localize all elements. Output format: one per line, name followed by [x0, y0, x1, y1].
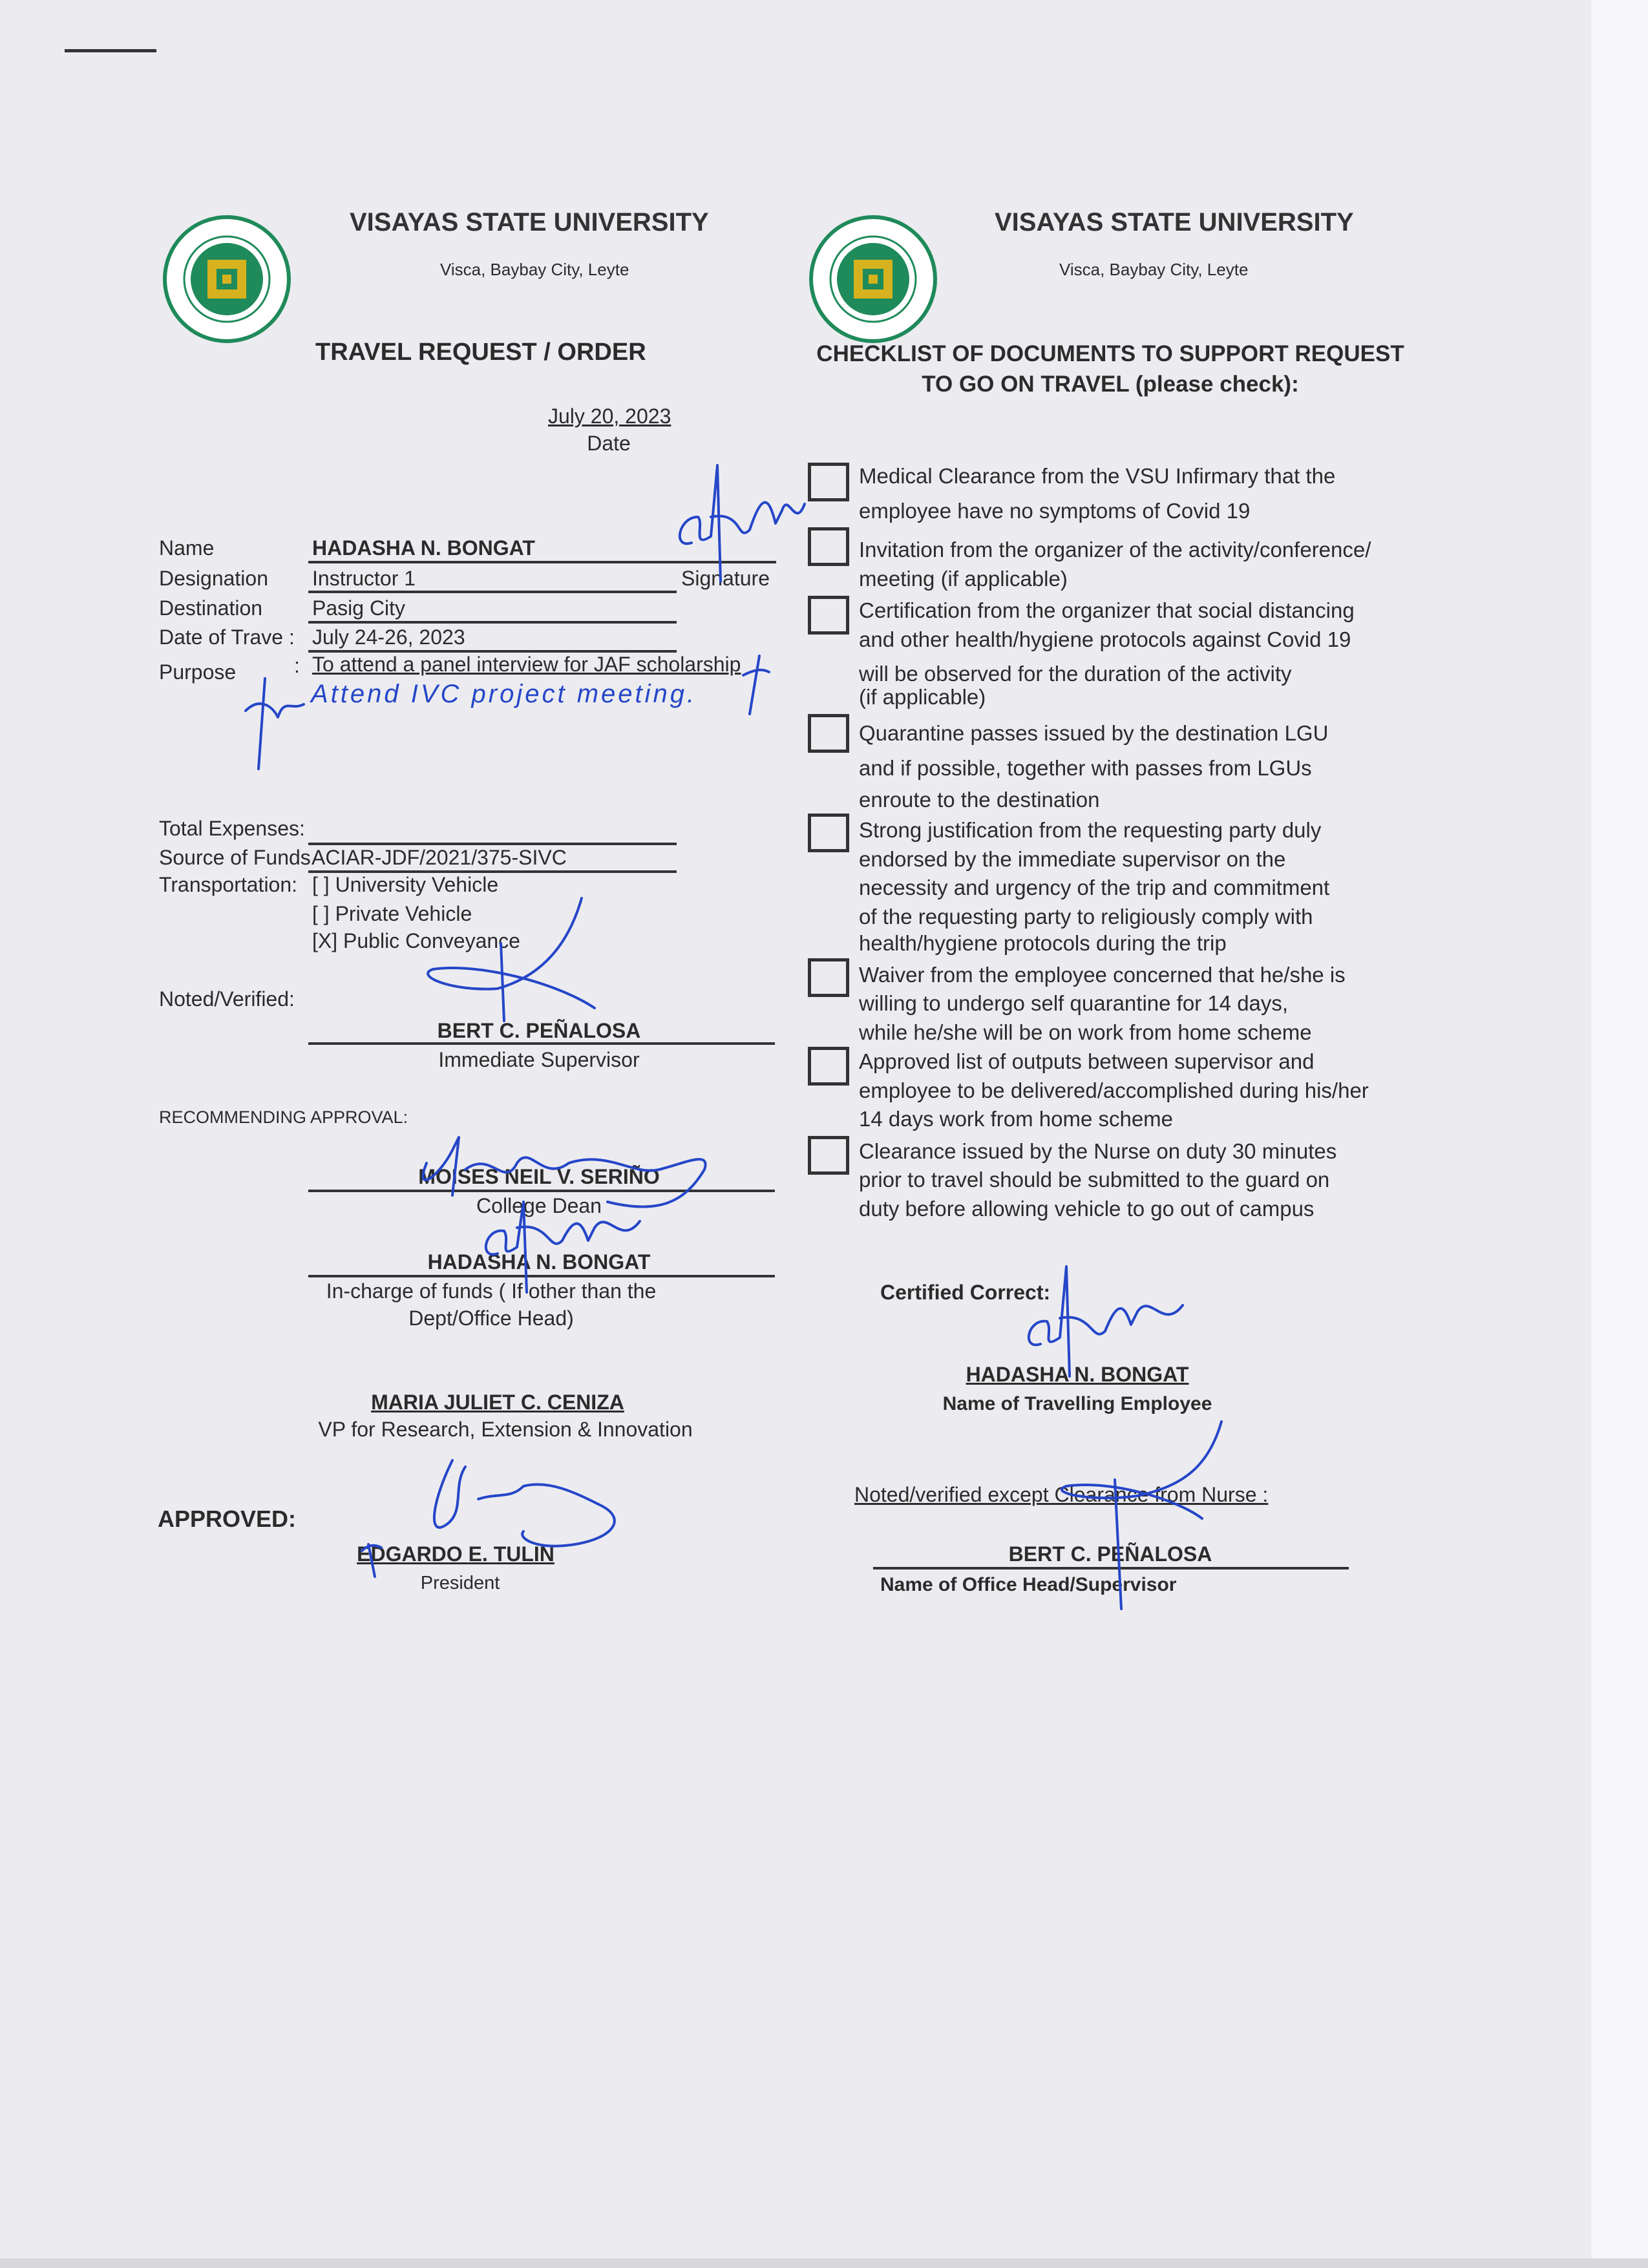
checklist-item-text: Certification from the organizer that social distancing [859, 598, 1355, 622]
checklist-title-1: CHECKLIST OF DOCUMENTS TO SUPPORT REQUEST [816, 341, 1404, 366]
checklist-checkbox[interactable] [808, 1047, 849, 1086]
checklist-checkbox[interactable] [808, 958, 849, 997]
signature-applicant [666, 452, 808, 607]
recommending-approval-label: RECOMMENDING APPROVAL: [159, 1108, 408, 1127]
signature-supervisor [401, 892, 607, 1021]
signature-funds-incharge [478, 1195, 659, 1299]
name-value: HADASHA N. BONGAT [312, 536, 535, 560]
certified-correct-label: Certified Correct: [880, 1281, 1051, 1304]
noted-verified-label: Noted/Verified: [159, 987, 295, 1011]
destination-line [308, 621, 677, 624]
source-of-funds-label: Source of Funds [159, 846, 311, 869]
checklist-item-text: (if applicable) [859, 685, 986, 709]
checklist-item-text: willing to undergo self quarantine for 14 days, [859, 991, 1289, 1015]
university-seal-right [808, 215, 938, 344]
funds-incharge-title-2: Dept/Office Head) [408, 1307, 574, 1330]
approved-label: APPROVED: [158, 1506, 297, 1532]
university-seal-left [162, 215, 291, 344]
funds-incharge-title-1: In-charge of funds ( If other than the [326, 1279, 657, 1303]
checklist-item-text: Quarantine passes issued by the destination LGU [859, 721, 1329, 745]
university-name: VISAYAS STATE UNIVERSITY [350, 208, 709, 236]
university-address: Visca, Baybay City, Leyte [440, 260, 629, 279]
checklist-item-text: Waiver from the employee concerned that he/she is [859, 963, 1346, 987]
checklist-checkbox[interactable] [808, 814, 849, 852]
source-of-funds-value: ACIAR-JDF/2021/375-SIVC [312, 846, 567, 869]
total-expenses-label: Total Expenses: [159, 817, 305, 840]
transport-public-conveyance[interactable]: [X] Public Conveyance [312, 929, 520, 952]
president-title: President [420, 1573, 500, 1593]
destination-value: Pasig City [312, 596, 406, 620]
date-label: Date [587, 432, 631, 455]
dean-title: College Dean [476, 1194, 602, 1217]
employee-name: HADASHA N. BONGAT [966, 1363, 1189, 1386]
checklist-checkbox[interactable] [808, 463, 849, 501]
checklist-item-text: and other health/hygiene protocols against Covid 19 [859, 627, 1351, 651]
name-label: Name [159, 536, 215, 560]
signature-employee [1008, 1260, 1202, 1389]
checklist-checkbox[interactable] [808, 527, 849, 566]
request-date: July 20, 2023 [548, 404, 671, 428]
signature-office-head [1008, 1415, 1241, 1609]
noted-except-nurse-label: Noted/verified except Clearance from Nurse : [854, 1483, 1269, 1506]
destination-label: Destination [159, 596, 263, 620]
designation-line [308, 591, 677, 593]
checklist-item-text: endorsed by the immediate supervisor on the [859, 847, 1286, 871]
total-expenses-line [308, 843, 677, 845]
checklist-item-text: will be observed for the duration of the activity [859, 662, 1292, 686]
scan-edge [1591, 0, 1648, 2268]
checklist-item-text: health/hygiene protocols during the trip [859, 931, 1227, 955]
checklist-item-text: Medical Clearance from the VSU Infirmary that the [859, 464, 1336, 488]
transportation-label: Transportation: [159, 873, 298, 896]
designation-label: Designation [159, 567, 268, 590]
checklist-item-text: and if possible, together with passes from LGUs [859, 756, 1312, 780]
purpose-label: Purpose [159, 660, 237, 684]
scan-mark [65, 49, 156, 52]
vp-title: VP for Research, Extension & Innovation [318, 1418, 693, 1441]
university-name-right: VISAYAS STATE UNIVERSITY [995, 208, 1354, 236]
funds-incharge-name: HADASHA N. BONGAT [427, 1250, 651, 1274]
checklist-checkbox[interactable] [808, 1136, 849, 1175]
form-title: TRAVEL REQUEST / ORDER [315, 339, 646, 366]
checklist-item-text: Strong justification from the requesting party duly [859, 818, 1322, 842]
purpose-value: To attend a panel interview for JAF scholarship [312, 653, 741, 676]
checklist-item-text: Clearance issued by the Nurse on duty 30 minutes [859, 1139, 1337, 1163]
checklist-item-text: necessity and urgency of the trip and commitment [859, 876, 1330, 899]
checklist-item-text: meeting (if applicable) [859, 567, 1068, 591]
supervisor-line [308, 1042, 775, 1045]
university-address-right: Visca, Baybay City, Leyte [1059, 260, 1249, 279]
dean-name: MOISES NEIL V. SERIÑO [418, 1165, 660, 1188]
supervisor-name: BERT C. PEÑALOSA [437, 1019, 641, 1042]
supervisor-title: Immediate Supervisor [438, 1048, 640, 1071]
checklist-checkbox[interactable] [808, 714, 849, 753]
purpose-handwritten: Attend IVC project meeting. [311, 680, 697, 708]
vp-name: MARIA JULIET C. CENIZA [371, 1391, 624, 1414]
checklist-checkbox[interactable] [808, 596, 849, 635]
head-title: Name of Office Head/Supervisor [880, 1574, 1177, 1595]
initial-purpose-left [239, 672, 310, 775]
transport-university-vehicle[interactable]: [ ] University Vehicle [312, 873, 499, 896]
initial-purpose-right [737, 649, 776, 720]
checklist-item-text: duty before allowing vehicle to go out of campus [859, 1197, 1315, 1221]
checklist-item-text: while he/she will be on work from home scheme [859, 1020, 1312, 1044]
purpose-colon: : [294, 654, 300, 677]
checklist-title-2: TO GO ON TRAVEL (please check): [922, 372, 1299, 397]
employee-title: Name of Travelling Employee [942, 1393, 1212, 1414]
scan-edge-bottom [0, 2258, 1648, 2268]
signature-president [355, 1447, 640, 1577]
checklist-item-text: prior to travel should be submitted to the guard on [859, 1168, 1330, 1192]
president-name: EDGARDO E. TULIN [357, 1542, 555, 1566]
date-of-travel-value: July 24-26, 2023 [312, 625, 465, 649]
checklist-item-text: employee have no symptoms of Covid 19 [859, 499, 1251, 523]
checklist-item-text: employee to be delivered/accomplished during his/her [859, 1078, 1369, 1102]
transport-private-vehicle[interactable]: [ ] Private Vehicle [312, 902, 472, 925]
checklist-item-text: enroute to the destination [859, 788, 1100, 812]
checklist-item-text: of the requesting party to religiously comply with [859, 905, 1313, 929]
checklist-item-text: Invitation from the organizer of the activity/conference/ [859, 538, 1371, 562]
designation-value: Instructor 1 [312, 567, 416, 590]
date-of-travel-label: Date of Trave : [159, 625, 295, 649]
checklist-item-text: 14 days work from home scheme [859, 1107, 1174, 1131]
head-name: BERT C. PEÑALOSA [1008, 1542, 1212, 1566]
signature-label: Signature [681, 567, 770, 590]
checklist-item-text: Approved list of outputs between supervisor and [859, 1049, 1315, 1073]
